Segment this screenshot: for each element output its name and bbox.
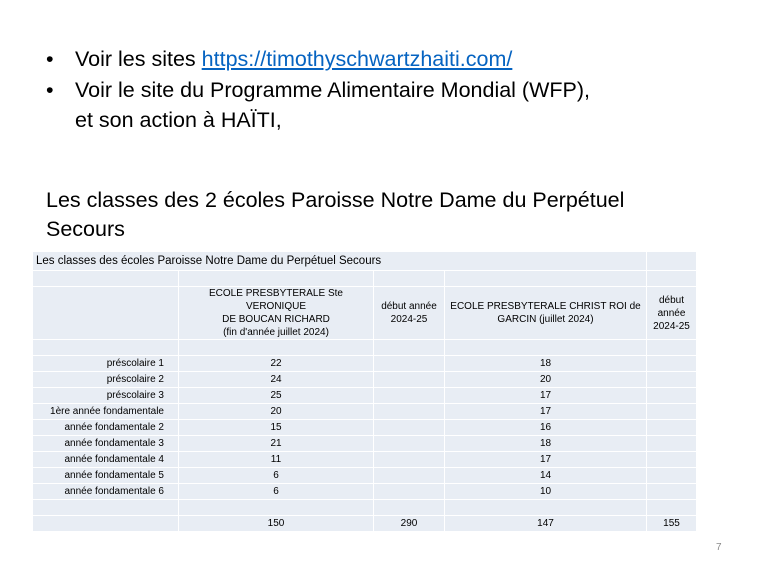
table-cell bbox=[647, 452, 697, 468]
table-cell bbox=[647, 436, 697, 452]
header-line: GARCIN (juillet 2024) bbox=[497, 314, 594, 325]
total-school-1: 150 bbox=[179, 516, 374, 532]
header-school-1 bbox=[179, 287, 374, 340]
bullet-symbol: • bbox=[46, 47, 54, 71]
table-row bbox=[33, 452, 697, 468]
row-label: préscolaire 1 bbox=[33, 356, 179, 372]
table-cell bbox=[374, 452, 445, 468]
page-number: 7 bbox=[716, 542, 722, 553]
row-label: année fondamentale 4 bbox=[33, 452, 179, 468]
value-school-2: 18 bbox=[445, 436, 647, 452]
value-school-1: 25 bbox=[179, 388, 374, 404]
table-cell bbox=[647, 252, 697, 271]
value-school-1: 24 bbox=[179, 372, 374, 388]
table-cell bbox=[647, 404, 697, 420]
table-cell bbox=[374, 484, 445, 500]
table-cell bbox=[647, 420, 697, 436]
table-cell bbox=[374, 372, 445, 388]
header-line: ECOLE PRESBYTERALE Ste VERONIQUE bbox=[209, 288, 343, 312]
row-label: 1ère année fondamentale bbox=[33, 404, 179, 420]
classes-table bbox=[32, 251, 697, 532]
table-row bbox=[33, 404, 697, 420]
value-school-1: 6 bbox=[179, 484, 374, 500]
table-row-empty bbox=[33, 500, 697, 516]
header-debut-annee-1 bbox=[374, 287, 445, 340]
table-row-empty bbox=[33, 340, 697, 356]
table-row bbox=[33, 388, 697, 404]
value-school-2: 16 bbox=[445, 420, 647, 436]
value-school-2: 14 bbox=[445, 468, 647, 484]
table-cell bbox=[374, 468, 445, 484]
section-heading bbox=[46, 186, 726, 244]
row-label: année fondamentale 5 bbox=[33, 468, 179, 484]
value-school-2: 17 bbox=[445, 452, 647, 468]
value-school-2: 17 bbox=[445, 388, 647, 404]
row-label: année fondamentale 2 bbox=[33, 420, 179, 436]
row-label: préscolaire 3 bbox=[33, 388, 179, 404]
table-row bbox=[33, 468, 697, 484]
header-line: début année bbox=[657, 294, 686, 319]
heading-line: Les classes des 2 écoles Paroisse Notre Dame du Perpétuel bbox=[46, 188, 625, 212]
table-cell bbox=[647, 500, 697, 516]
table-row bbox=[33, 356, 697, 372]
table-cell bbox=[647, 468, 697, 484]
bullet-symbol: • bbox=[46, 78, 54, 102]
bullet-text: et son action à HAÏTI, bbox=[75, 108, 282, 132]
table-title-row bbox=[33, 252, 697, 271]
total-debut-annee-1: 290 bbox=[374, 516, 445, 532]
table-cell bbox=[445, 500, 647, 516]
table-cell bbox=[647, 388, 697, 404]
table-row bbox=[33, 372, 697, 388]
value-school-2: 20 bbox=[445, 372, 647, 388]
header-line: 2024-25 bbox=[653, 320, 690, 332]
table-title: Les classes des écoles Paroisse Notre Dame du Perpétuel Secours bbox=[33, 252, 647, 271]
bullet-list bbox=[44, 44, 744, 136]
bullet-item-sites bbox=[44, 44, 744, 74]
table-cell bbox=[374, 356, 445, 372]
table-cell bbox=[33, 500, 179, 516]
value-school-1: 20 bbox=[179, 404, 374, 420]
table-cell bbox=[647, 372, 697, 388]
table-cell bbox=[647, 356, 697, 372]
header-line: début année bbox=[381, 301, 437, 312]
table-cell bbox=[374, 500, 445, 516]
website-link[interactable]: https://timothyschwartzhaiti.com/ bbox=[201, 47, 513, 71]
row-label: année fondamentale 6 bbox=[33, 484, 179, 500]
row-label: préscolaire 2 bbox=[33, 372, 179, 388]
table-cell bbox=[33, 516, 179, 532]
table-cell bbox=[179, 500, 374, 516]
table-cell bbox=[374, 388, 445, 404]
value-school-1: 6 bbox=[179, 468, 374, 484]
value-school-2: 10 bbox=[445, 484, 647, 500]
total-school-2: 147 bbox=[445, 516, 647, 532]
table-cell bbox=[33, 287, 179, 340]
table-cell bbox=[374, 420, 445, 436]
value-school-1: 11 bbox=[179, 452, 374, 468]
bullet-text: Voir le site du Programme Alimentaire Mondial (WFP), bbox=[75, 78, 590, 102]
total-debut-annee-2: 155 bbox=[647, 516, 697, 532]
table-row bbox=[33, 436, 697, 452]
row-label: année fondamentale 3 bbox=[33, 436, 179, 452]
header-line: ECOLE PRESBYTERALE CHRIST ROI de bbox=[450, 301, 641, 312]
header-line: 2024-25 bbox=[390, 314, 428, 325]
totals-row bbox=[33, 516, 697, 532]
bullet-item-wfp bbox=[44, 75, 744, 135]
table-row-empty bbox=[33, 271, 697, 287]
table-cell bbox=[647, 484, 697, 500]
value-school-1: 22 bbox=[179, 356, 374, 372]
table-row bbox=[33, 484, 697, 500]
header-line: DE BOUCAN RICHARD bbox=[222, 314, 330, 325]
header-line: (fin d'année juillet 2024) bbox=[223, 327, 329, 338]
value-school-1: 21 bbox=[179, 436, 374, 452]
header-school-2 bbox=[445, 287, 647, 340]
value-school-1: 15 bbox=[179, 420, 374, 436]
table-cell bbox=[374, 436, 445, 452]
value-school-2: 18 bbox=[445, 356, 647, 372]
table-cell bbox=[374, 404, 445, 420]
value-school-2: 17 bbox=[445, 404, 647, 420]
table-row bbox=[33, 420, 697, 436]
bullet-text: Voir les sites bbox=[75, 47, 202, 71]
heading-line: Secours bbox=[46, 217, 125, 241]
header-debut-annee-2 bbox=[647, 287, 697, 340]
table-header-row bbox=[33, 287, 697, 340]
